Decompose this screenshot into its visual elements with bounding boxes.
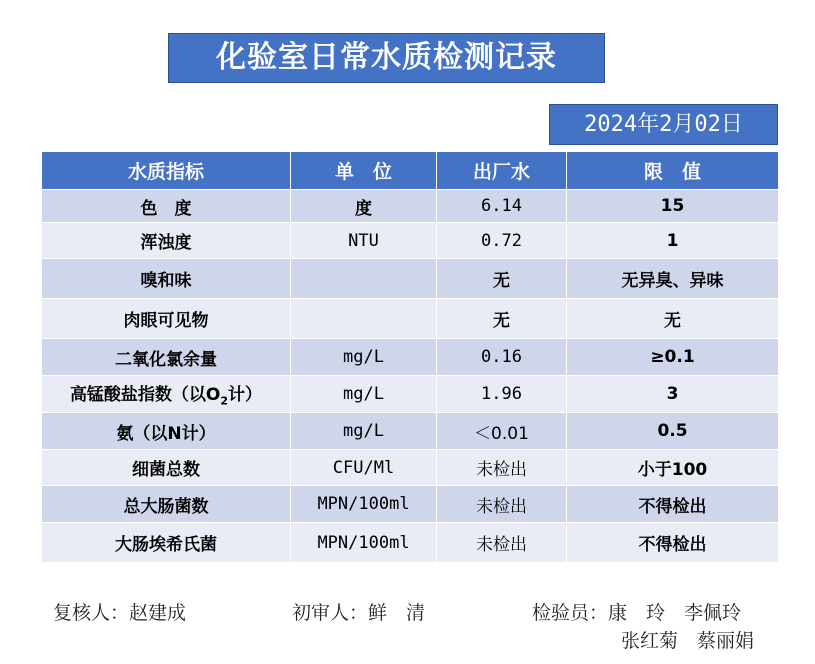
table-row — [42, 223, 779, 259]
limit-cell: 无异臭、异味 — [567, 259, 779, 299]
value-cell: 无 — [437, 259, 567, 299]
indicator-cell: 总大肠菌数 — [42, 486, 291, 523]
unit-cell: mg/L — [291, 376, 437, 413]
value-cell: 1.96 — [437, 376, 567, 413]
indicator-tail: 计） — [228, 385, 263, 406]
indicator-subscript: 2 — [220, 394, 229, 408]
indicator-cell: 二氧化氯余量 — [42, 339, 291, 376]
inspectors-signature-line2: 张红菊 蔡丽娟 — [621, 630, 755, 652]
limit-cell: 不得检出 — [567, 486, 779, 523]
value-cell: 未检出 — [437, 523, 567, 563]
header-limit: 限 值 — [567, 152, 779, 190]
limit-cell: 0.5 — [567, 413, 779, 450]
limit-cell: 15 — [567, 190, 779, 223]
table-row — [42, 450, 779, 486]
header-indicator: 水质指标 — [42, 152, 291, 190]
unit-cell: CFU/Ml — [291, 450, 437, 486]
page-title: 化验室日常水质检测记录 — [168, 33, 605, 83]
unit-cell: MPN/100ml — [291, 486, 437, 523]
indicator-cell: 大肠埃希氏菌 — [42, 523, 291, 563]
unit-cell: MPN/100ml — [291, 523, 437, 563]
limit-cell: 无 — [567, 299, 779, 339]
value-cell: 未检出 — [437, 450, 567, 486]
value-cell: 6.14 — [437, 190, 567, 223]
unit-cell: 度 — [291, 190, 437, 223]
indicator-cell: 氨（以N计） — [42, 413, 291, 450]
value-cell: 0.72 — [437, 223, 567, 259]
table-row — [42, 259, 779, 299]
first-reviewer-signature: 初审人：鲜 清 — [292, 602, 426, 624]
table-row — [42, 413, 779, 450]
table-row — [42, 339, 779, 376]
header-unit: 单 位 — [291, 152, 437, 190]
table-row — [42, 486, 779, 523]
table-row — [42, 299, 779, 339]
table-row — [42, 376, 779, 413]
limit-cell: 1 — [567, 223, 779, 259]
indicator-main: 高锰酸盐指数（以O — [69, 385, 221, 406]
reviewer-signature: 复核人：赵建成 — [53, 602, 187, 624]
inspectors-signature: 检验员：康 玲 李佩玲 — [532, 602, 742, 624]
unit-cell — [291, 259, 437, 299]
unit-cell — [291, 299, 437, 339]
indicator-cell — [42, 376, 291, 413]
indicator-cell: 浑浊度 — [42, 223, 291, 259]
table-header-row — [42, 152, 779, 190]
unit-cell: mg/L — [291, 339, 437, 376]
value-cell: 0.16 — [437, 339, 567, 376]
value-cell: ＜0.01 — [437, 413, 567, 450]
header-value: 出厂水 — [437, 152, 567, 190]
limit-cell: 不得检出 — [567, 523, 779, 563]
limit-cell: ≥0.1 — [567, 339, 779, 376]
indicator-cell: 色 度 — [42, 190, 291, 223]
unit-cell: mg/L — [291, 413, 437, 450]
table-row — [42, 190, 779, 223]
indicator-cell: 细菌总数 — [42, 450, 291, 486]
value-cell: 无 — [437, 299, 567, 339]
limit-cell: 3 — [567, 376, 779, 413]
water-quality-table — [41, 151, 779, 563]
indicator-cell: 嗅和味 — [42, 259, 291, 299]
indicator-cell: 肉眼可见物 — [42, 299, 291, 339]
value-cell: 未检出 — [437, 486, 567, 523]
table-row — [42, 523, 779, 563]
record-date: 2024年2月02日 — [549, 104, 778, 145]
unit-cell: NTU — [291, 223, 437, 259]
limit-cell: 小于100 — [567, 450, 779, 486]
